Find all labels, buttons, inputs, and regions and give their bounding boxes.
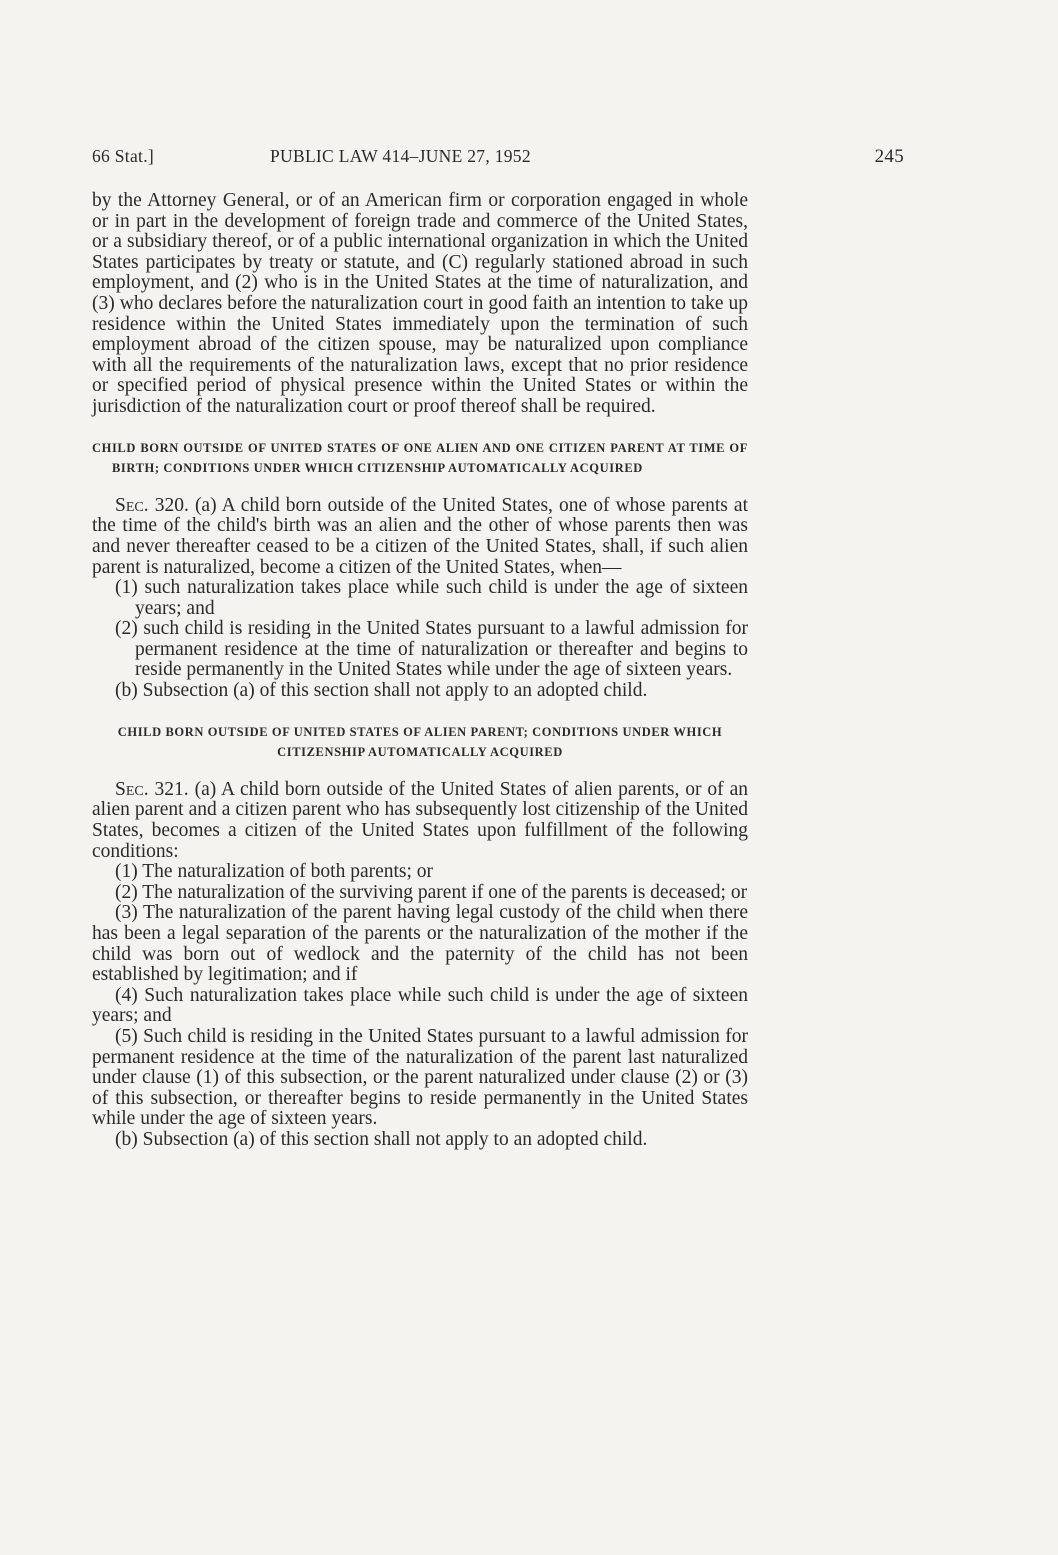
section-321-b: (b) Subsection (a) of this section shall not apply to an adopted child. <box>115 1128 648 1150</box>
section-321-a5: (5) Such child is residing in the United States pursuant to a lawful admission for permanent residence at the time of the naturalization of the parent last naturalized under clause (1) of this subsection, or the parent naturalized under clause (2) or (3) of this subsection, or thereafter begins to reside permanently in the United States while under the age of sixteen years. <box>92 1025 748 1130</box>
law-title: PUBLIC LAW 414–JUNE 27, 1952 <box>270 146 531 166</box>
section-320-b: (b) Subsection (a) of this section shall not apply to an adopted child. <box>115 680 648 702</box>
continuation-paragraph: by the Attorney General, or of an American firm or corporation engaged in whole or in part in the development of foreign trade and commerce of the United States, or a subsidiary thereof, or of a public international organization in which the United States participates by treaty or statute, and (C) regularly stationed abroad in such employment, and (2) who is in the United States at the time of naturalization, and (3) who declares before the naturalization court in good faith an intention to take up residence within the United States immediately upon the termination of such employment abroad of the citizen spouse, may be naturalized upon compliance with all the requirements of the naturalization laws, except that no prior residence or specified period of physical presence within the United States or within the jurisdiction of the naturalization court or proof thereof shall be required. <box>92 190 748 417</box>
section-320-a <box>92 496 748 578</box>
section-label: Sec. 320. <box>115 494 189 516</box>
section-321-a3: (3) The naturalization of the parent having legal custody of the child when there has been a legal separation of the parents or the naturalization of the mother if the child was born out of wedlock and the paternity of the child has not been established by legitimation; and if <box>92 902 748 986</box>
section-321-a2: (2) The naturalization of the surviving parent if one of the parents is deceased; or <box>115 881 748 903</box>
section-321-a1: (1) The naturalization of both parents; or <box>115 861 434 883</box>
clause-text: (a) A child born outside of the United States of alien parents, or of an alien parent and a citizen parent who has subsequently lost citizenship of the United States, becomes a citizen of the United States upon fulfillment of the following conditions: <box>92 778 748 862</box>
section-320-a2: (2) such child is residing in the United States pursuant to a lawful admission for permanent residence at the time of naturalization or thereafter and begins to reside permanently in the United States while under the age of sixteen years. <box>115 618 748 681</box>
statute-citation: 66 Stat.] <box>92 146 155 166</box>
section-320-a1: (1) such naturalization takes place while such child is under the age of sixteen years; and <box>115 577 748 619</box>
page-body <box>92 191 748 1151</box>
section-321-a <box>92 780 748 862</box>
running-header <box>92 146 904 170</box>
section-label: Sec. 321. <box>115 778 189 800</box>
section-320-heading: CHILD BORN OUTSIDE OF UNITED STATES OF ONE ALIEN AND ONE CITIZEN PARENT AT TIME OF BIRTH; CONDITIONS UNDER WHICH CITIZENSHIP AUTOMATICALLY ACQUIRED <box>92 440 748 476</box>
section-321-heading: CHILD BORN OUTSIDE OF UNITED STATES OF ALIEN PARENT; CONDITIONS UNDER WHICH CITIZENSHIP AUTOMATICALLY ACQUIRED <box>117 724 723 760</box>
page-number: 245 <box>874 146 904 167</box>
section-321-a4: (4) Such naturalization takes place while such child is under the age of sixteen years; and <box>92 984 748 1027</box>
clause-text: (a) A child born outside of the United States, one of whose parents at the time of the child's birth was an alien and the other of whose parents then was and never thereafter ceased to be a citizen of the United States, shall, if such alien parent is naturalized, become a citizen of the United States, when— <box>92 494 748 578</box>
